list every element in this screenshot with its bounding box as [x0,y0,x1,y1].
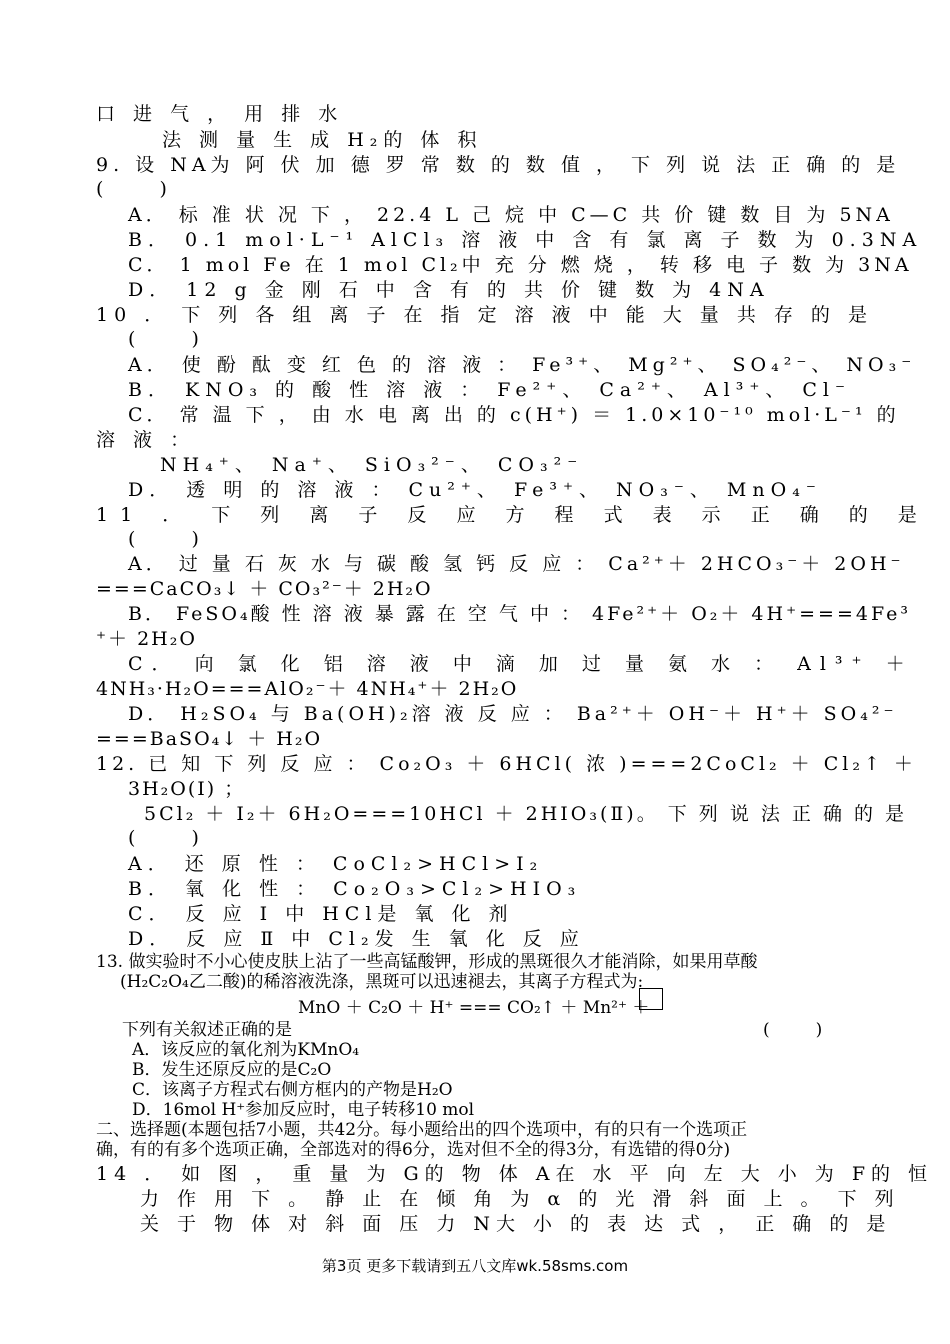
text-line: 法 测 量 生 成 H₂的 体 积 [162,129,483,151]
option-c: C． 向 氯 化 铝 溶 液 中 滴 加 过 量 氨 水 ： Al³⁺ ＋ [128,653,914,675]
answer-blank: ( ) [763,1020,827,1040]
question-12: 12. 已 知 下 列 反 应 ： Co₂O₃ ＋ 6HCl( 浓 )===2CoCl₂ ＋ Cl₂↑ ＋ [96,753,917,775]
option-a: A． 使 酚 酞 变 红 色 的 溶 液 ： Fe³⁺、 Mg²⁺、 SO₄²⁻、 NO₃⁻ [128,354,917,376]
option-b: B． 0.1 mol·L⁻¹ AlCl₃ 溶 液 中 含 有 氯 离 子 数 为 0.3NA [128,229,923,251]
option-d: D． 反 应 Ⅱ 中 Cl₂发 生 氧 化 反 应 [128,928,585,950]
option-a: A． 标 准 状 况 下 ， 22.4 L 己 烷 中 C—C 共 价 键 数 目 为 5NA [128,204,894,226]
option-a: A．该反应的氧化剂为KMnO₄ [132,1040,360,1060]
section-heading: 二、选择题(本题包括7小题，共42分。每小题给出的四个选项中，有的只有一个选项正 [96,1120,748,1140]
answer-blank: ( ) [128,528,202,550]
option-a: A． 过 量 石 灰 水 与 碳 酸 氢 钙 反 应 ： Ca²⁺＋ 2HCO₃⁻＋ 2OH⁻ [128,553,905,575]
text-line: 力 作 用 下 。 静 止 在 倾 角 为 α 的 光 滑 斜 面 上 。 下 列 [140,1188,900,1210]
text-line: (H₂C₂O₄乙二酸)的稀溶液洗涤，黑斑可以迅速褪去，其离子方程式为: [120,972,644,992]
option-d: D．16mol H⁺参加反应时，电子转移10 mol [132,1100,475,1120]
option-b: B． 氧 化 性 ： Co₂O₃>Cl₂>HIO₃ [128,878,582,900]
question-13: 13. 做实验时不小心使皮肤上沾了一些高锰酸钾，形成的黑斑很久才能消除，如果用草酸 [96,952,758,972]
question-11: 11 ． 下 列 离 子 反 应 方 程 式 表 示 正 确 的 是 [96,504,929,526]
answer-blank: ( ) [96,178,170,200]
option-c: C．该离子方程式右侧方框内的产物是H₂O [132,1080,453,1100]
text-line: ===BaSO₄↓ ＋ H₂O [96,728,323,750]
answer-blank: ( ) [128,328,202,350]
text-line: 5Cl₂ ＋ I₂＋ 6H₂O===10HCl ＋ 2HIO₃(Ⅱ)。 下 列 说 法 正 确 的 是 [144,803,908,825]
question-10: 10 ． 下 列 各 组 离 子 在 指 定 溶 液 中 能 大 量 共 存 的 是 [96,304,873,326]
option-c: C． 反 应 Ⅰ 中 HCl是 氧 化 剂 [128,903,514,925]
question-14: 14 ． 如 图 ， 重 量 为 G的 物 体 A在 水 平 向 左 大 小 为 F的 恒 [96,1163,934,1185]
option-b: B．发生还原反应的是C₂O [132,1060,332,1080]
option-a: A． 还 原 性 ： CoCl₂>HCl>I₂ [128,853,544,875]
page-footer: 第3页 更多下载请到五八文库wk.58sms.com [321,1257,629,1275]
option-d: D． H₂SO₄ 与 Ba(OH)₂溶 液 反 应 ： Ba²⁺＋ OH⁻＋ H⁺＋ SO₄²⁻ [128,703,898,725]
text-line: 下列有关叙述正确的是 [122,1020,292,1040]
option-d: D． 12 g 金 刚 石 中 含 有 的 共 价 键 数 为 4NA [128,279,770,301]
blank-box [639,988,663,1010]
option-d: D． 透 明 的 溶 液 ： Cu²⁺、 Fe³⁺、 NO₃⁻、 MnO₄⁻ [128,479,822,501]
text-line: ⁺＋ 2H₂O [96,628,197,650]
ionic-equation: MnO ＋ C₂O ＋ H⁺ === CO₂↑ ＋ Mn²⁺ ＋ [298,998,650,1018]
option-b: B． KNO₃ 的 酸 性 溶 液 ： Fe²⁺、 Ca²⁺、 Al³⁺、 Cl⁻ [128,379,852,401]
text-line: 3H₂O(Ⅰ) ； [128,778,246,800]
option-c: C． 常 温 下 ， 由 水 电 离 出 的 c(H⁺) ＝ 1.0×10⁻¹⁰ mol·L⁻¹ 的 [128,404,900,426]
text-line: 确，有的有多个选项正确，全部选对的得6分，选对但不全的得3分，有选错的得0分) [96,1140,731,1160]
text-line: ===CaCO₃↓ ＋ CO₃²⁻＋ 2H₂O [96,578,433,600]
answer-blank: ( ) [128,827,202,849]
text-line: 4NH₃·H₂O===AlO₂⁻＋ 4NH₄⁺＋ 2H₂O [96,678,519,700]
text-line: 口 进 气 ， 用 排 水 [96,103,344,125]
text-line: 关 于 物 体 对 斜 面 压 力 N大 小 的 表 达 式 ， 正 确 的 是 [140,1213,892,1235]
text-line: NH₄⁺、 Na⁺、 SiO₃²⁻、 CO₃²⁻ [160,454,584,476]
text-line: 溶 液 ： [96,429,196,451]
option-b: B． FeSO₄酸 性 溶 液 暴 露 在 空 气 中 ： 4Fe²⁺＋ O₂＋ 4H⁺===4Fe³ [128,603,911,625]
question-9: 9. 设 NA为 阿 伏 加 德 罗 常 数 的 数 值 ， 下 列 说 法 正 确 的 是 [96,154,901,176]
option-c: C． 1 mol Fe 在 1 mol Cl₂中 充 分 燃 烧 ， 转 移 电 子 数 为 3NA [128,254,913,276]
